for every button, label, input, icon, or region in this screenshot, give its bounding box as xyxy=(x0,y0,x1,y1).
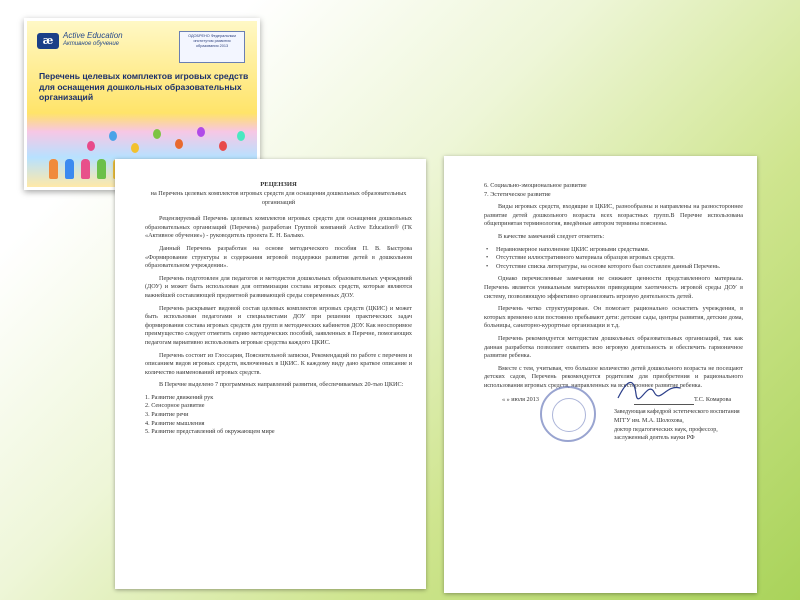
paragraph: Рецензируемый Перечень целевых комплектов игровых средств для оснащения дошкольных образовательных организаций (Перечень) разработан Группой компаний Active Education® (ГК «Активное обучение») - руководитель проекта Е. Н. Балыко. xyxy=(145,215,412,240)
remarks-list xyxy=(484,246,743,272)
handwritten-signature xyxy=(614,374,684,404)
review-page-2 xyxy=(444,156,757,593)
list-item: 1. Развитие движений рук xyxy=(145,393,214,401)
paragraph: Перечень рекомендуется методистам дошкольных образовательных организаций, так как данная разработка позволяет охватить всю игровую деятельность и обеспечить гармоничное развитие ребенка. xyxy=(484,334,743,360)
signature-date: « » июля 2013 xyxy=(502,396,539,404)
review-page-1 xyxy=(115,159,426,589)
list-item: 5. Развитие представлений об окружающем мире xyxy=(145,428,275,436)
paragraph: Перечень подготовлен для педагогов и методистов дошкольных образовательных учреждений (ДОУ) и может быть использован для оптимизации состава игровых средств, которые являются важнейшей составляющей предметной развивающей среды современных ДОУ. xyxy=(145,274,412,299)
paragraph: Перечень четко структурирован. Он помогает рационально оснастить учреждения, в которых временно или постоянно пребывают дети: детские сады, центры развития, детские дома, больницы, санаторно-курортные организации и т.д. xyxy=(484,305,743,330)
directions-list xyxy=(145,394,412,437)
review-subheading: на Перечень целевых комплектов игровых средств для оснащения дошкольных образовательных организаций xyxy=(150,190,407,206)
list-item: 4. Развитие мышления xyxy=(145,419,205,427)
cover-title: Перечень целевых комплектов игровых средств для оснащения дошкольных образовательных организаций xyxy=(39,71,249,102)
signature-line xyxy=(634,404,694,405)
list-item: 7. Эстетическое развитие xyxy=(484,190,551,198)
seal-stamp-icon xyxy=(540,386,596,442)
list-item: • Отсутствие списка литературы, на основе которого был составлен данный Перечень. xyxy=(484,263,743,272)
list-item: 3. Развитие речи xyxy=(145,411,189,419)
signer-role: МГГУ им. М.А. Шолохова, xyxy=(614,418,684,425)
paragraph: Данный Перечень разработан на основе методического пособия П. В. Быстрова «Формирование структуры и содержания игровой поддержки развития детей в дошкольном образовательном учреждении». xyxy=(145,244,412,270)
list-item: • Неравномерное наполнение ЦКИС игровыми средствами. xyxy=(484,246,743,255)
signer-role: Заведующая кафедрой эстетического воспитания xyxy=(614,409,740,416)
ae-logo-icon: æ xyxy=(37,33,59,49)
paragraph: Перечень раскрывает видовой состав целевых комплектов игровых средств (ЦКИС) и может быть использован педагогами и специалистами ДОУ при решении практических задач формирования состава игровых средств для групп и методических кабинетов ДОУ. Как неоспоримое преимущество следует отметить серию методических пособий, заявленных в Перечне, помогающих педагогам вариативно использовать игровые средства каждого ЦКИС. xyxy=(145,304,412,346)
signer-name: Т.С. Комарова xyxy=(694,396,732,404)
signer-role: доктор педагогических наук, профессор, xyxy=(614,426,718,433)
paragraph: Вместе с тем, учитывая, что большое количество детей дошкольного возраста не посещают детских садов, Перечень рекомендуется родителям для приобретения и рационального использования игровых средств, направленных на всестороннее развитие ребенка. xyxy=(484,364,743,389)
paragraph: Виды игровых средств, входящие в ЦКИС, разнообразны и направлены на разностороннее развитие детей дошкольного возраста всех возрастных групп.В Перечне использована общепринятая терминология, введённые автором термины пояснены. xyxy=(484,203,743,228)
paragraph: Однако перечисленные замечания не снижают ценности представленного материала. Перечень является уникальным материалом приводящим хаотичность игровой среды ДОУ в систему, позволяющую эффективно организовать игровую деятельность детей. xyxy=(484,275,743,300)
paragraph: В Перечне выделено 7 программных направлений развития, обеспечиваемых 20-тью ЦКИС: xyxy=(159,381,404,389)
list-item: 6. Социально-эмоциональное развитие xyxy=(484,182,587,189)
signer-role: заслуженный деятель науки РФ xyxy=(614,435,695,442)
signer-roles xyxy=(614,408,740,442)
list-item: • Отсутствие иллюстративного материала образцов игровых средств. xyxy=(484,254,743,263)
cover-brand: Active Education xyxy=(63,31,123,40)
directions-list-continued xyxy=(484,182,743,199)
paragraph: Перечень состоит из Глоссария, Пояснительной записки, Рекомендаций по работе с перечнем и описанием видов игровых средств, включенных в ЦКИС. К каждому виду дано краткое описание и количество наименований игровых средств. xyxy=(145,351,412,376)
cover-brand-sub: Активное обучение xyxy=(63,41,120,47)
cover-approval-stamp: ОДОБРЕНО Федеральным институтом развития образования 2013 xyxy=(179,31,245,63)
list-item: 2. Сенсорное развитие xyxy=(145,402,205,410)
remarks-intro: В качестве замечаний следует отметить: xyxy=(498,232,605,240)
review-heading: РЕЦЕНЗИЯ xyxy=(260,181,297,188)
